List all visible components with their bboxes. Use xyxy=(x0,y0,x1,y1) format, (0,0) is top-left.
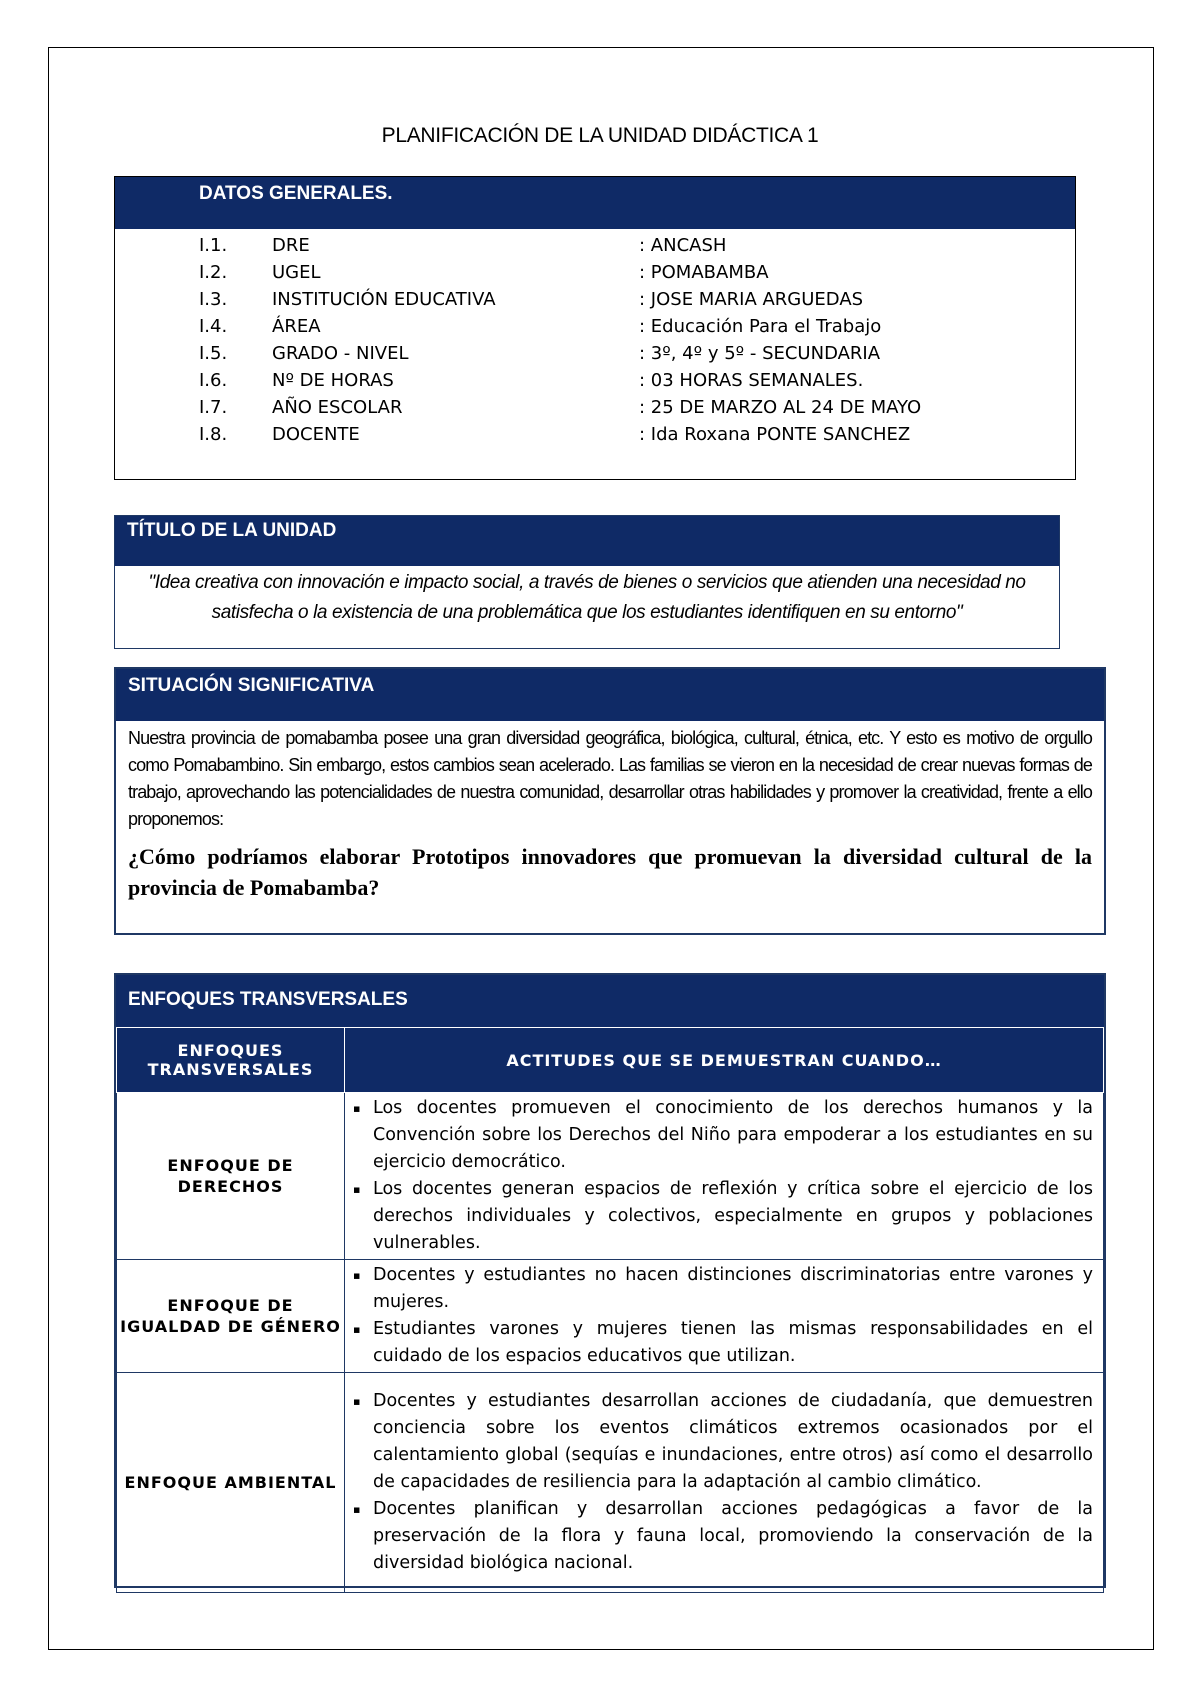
titulo-unidad-text: "Idea creativa con innovación e impacto social, a través de bienes o servicios que atienden una necesidad no satisfecha o la existencia de una problemática que los estudiantes identifiquen en su entorno" xyxy=(148,572,1026,623)
datos-row-label: GRADO - NIVEL xyxy=(272,343,409,364)
datos-row-value: : JOSE MARIA ARGUEDAS xyxy=(639,289,864,310)
bullet-icon: ▪ xyxy=(353,1323,361,1336)
datos-row-value: : 03 HORAS SEMANALES. xyxy=(639,370,864,391)
datos-row-value: : 3º, 4º y 5º - SECUNDARIA xyxy=(639,343,881,364)
enfoque-label: ENFOQUE DE DERECHOS xyxy=(117,1093,345,1260)
column-header-enfoques: ENFOQUES TRANSVERSALES xyxy=(117,1028,345,1093)
list-item-text: Docentes y estudiantes desarrollan acciones de ciudadanía, que demuestren conciencia sobre los eventos climáticos extremos ocasionados por el calentamiento global (sequías e inundaciones, entre otros) así como el desarrollo de capacidades de resiliencia para la adaptación al cambio climático. xyxy=(373,1391,1093,1492)
datos-row-value: : POMABAMBA xyxy=(639,262,769,283)
datos-row-label: ÁREA xyxy=(272,316,321,337)
column-header-actitudes: ACTITUDES QUE SE DEMUESTRAN CUANDO… xyxy=(345,1028,1104,1093)
list-item-text: Docentes planifican y desarrollan acciones pedagógicas a favor de la preservación de la flora y fauna local, promoviendo la conservación de la diversidad biológica nacional. xyxy=(373,1499,1093,1573)
list-item-text: Docentes y estudiantes no hacen distinciones discriminatorias entre varones y mujeres. xyxy=(373,1265,1093,1312)
bullet-icon: ▪ xyxy=(353,1183,361,1196)
datos-row-label: Nº DE HORAS xyxy=(272,370,394,391)
datos-row xyxy=(199,262,1059,289)
bullet-icon: ▪ xyxy=(353,1269,361,1282)
datos-row xyxy=(199,424,1059,451)
table-row xyxy=(117,1373,1104,1593)
datos-row-label: AÑO ESCOLAR xyxy=(272,397,403,418)
list-item-text: Los docentes promueven el conocimiento de los derechos humanos y la Convención sobre los Derechos del Niño para empoderar a los estudiantes en su ejercicio democrático. xyxy=(373,1098,1093,1172)
table-row xyxy=(117,1260,1104,1373)
datos-generales-section xyxy=(114,176,1076,480)
list-item xyxy=(353,1262,1093,1316)
list-item-text: Estudiantes varones y mujeres tienen las mismas responsabilidades en el cuidado de los espacios educativos que utilizan. xyxy=(373,1319,1093,1366)
datos-row xyxy=(199,343,1059,370)
datos-row-number: I.2. xyxy=(199,262,228,283)
enfoque-label: ENFOQUE AMBIENTAL xyxy=(117,1373,345,1593)
datos-row xyxy=(199,370,1059,397)
datos-row-label: INSTITUCIÓN EDUCATIVA xyxy=(272,289,496,310)
list-item xyxy=(353,1388,1093,1496)
datos-row-label: DRE xyxy=(272,235,310,256)
situacion-heading: SITUACIÓN SIGNIFICATIVA xyxy=(116,669,1104,721)
list-item-text: Los docentes generan espacios de reflexión y crítica sobre el ejercicio de los derechos individuales y colectivos, especialmente en grupos y poblaciones vulnerables. xyxy=(373,1179,1093,1253)
actitudes-cell xyxy=(345,1093,1104,1260)
titulo-unidad-heading: TÍTULO DE LA UNIDAD xyxy=(115,516,1059,566)
datos-row-number: I.3. xyxy=(199,289,228,310)
bullet-icon: ▪ xyxy=(353,1503,361,1516)
datos-row-value: : Educación Para el Trabajo xyxy=(639,316,882,337)
titulo-unidad-section xyxy=(114,515,1060,649)
enfoques-transversales-section xyxy=(114,973,1106,1588)
datos-row-value: : 25 DE MARZO AL 24 DE MAYO xyxy=(639,397,922,418)
list-item xyxy=(353,1496,1093,1577)
datos-row xyxy=(199,397,1059,424)
datos-row xyxy=(199,316,1059,343)
datos-row-number: I.8. xyxy=(199,424,228,445)
list-item xyxy=(353,1316,1093,1370)
table-header-row xyxy=(117,1028,1104,1093)
datos-row-label: DOCENTE xyxy=(272,424,360,445)
datos-row-value: : Ida Roxana PONTE SANCHEZ xyxy=(639,424,911,445)
enfoques-heading: ENFOQUES TRANSVERSALES xyxy=(116,975,1104,1027)
actitudes-cell xyxy=(345,1260,1104,1373)
datos-row-label: UGEL xyxy=(272,262,321,283)
situacion-paragraph: Nuestra provincia de pomabamba posee una gran diversidad geográfica, biológica, cultural, étnica, etc. Y esto es motivo de orgullo como Pomabambino. Sin embargo, estos cambios sean acelerado. Las familias se vieron en la necesidad de crear nuevas formas de trabajo, aprovechando las potencialidades de nuestra comunidad, desarrollar otras habilidades y promover la creatividad, frente a ello proponemos: xyxy=(128,728,1092,829)
datos-row-number: I.4. xyxy=(199,316,228,337)
bullet-icon: ▪ xyxy=(353,1102,361,1115)
datos-row-number: I.6. xyxy=(199,370,228,391)
bullet-icon: ▪ xyxy=(353,1395,361,1408)
enfoque-label: ENFOQUE DE IGUALDAD DE GÉNERO xyxy=(117,1260,345,1373)
list-item xyxy=(353,1176,1093,1257)
list-item xyxy=(353,1095,1093,1176)
datos-row-number: I.7. xyxy=(199,397,228,418)
situacion-question: ¿Cómo podríamos elaborar Prototipos innovadores que promuevan la diversidad cultural de la provincia de Pomabamba? xyxy=(128,844,1092,900)
datos-row xyxy=(199,289,1059,316)
actitudes-cell xyxy=(345,1373,1104,1593)
datos-row-number: I.5. xyxy=(199,343,228,364)
datos-row-value: : ANCASH xyxy=(639,235,727,256)
table-row xyxy=(117,1093,1104,1260)
situacion-significativa-section xyxy=(114,667,1106,935)
datos-row-number: I.1. xyxy=(199,235,228,256)
datos-row xyxy=(199,235,1059,262)
enfoques-table xyxy=(116,1027,1104,1593)
document-title: PLANIFICACIÓN DE LA UNIDAD DIDÁCTICA 1 xyxy=(381,124,819,147)
datos-generales-heading: DATOS GENERALES. xyxy=(115,177,1075,229)
